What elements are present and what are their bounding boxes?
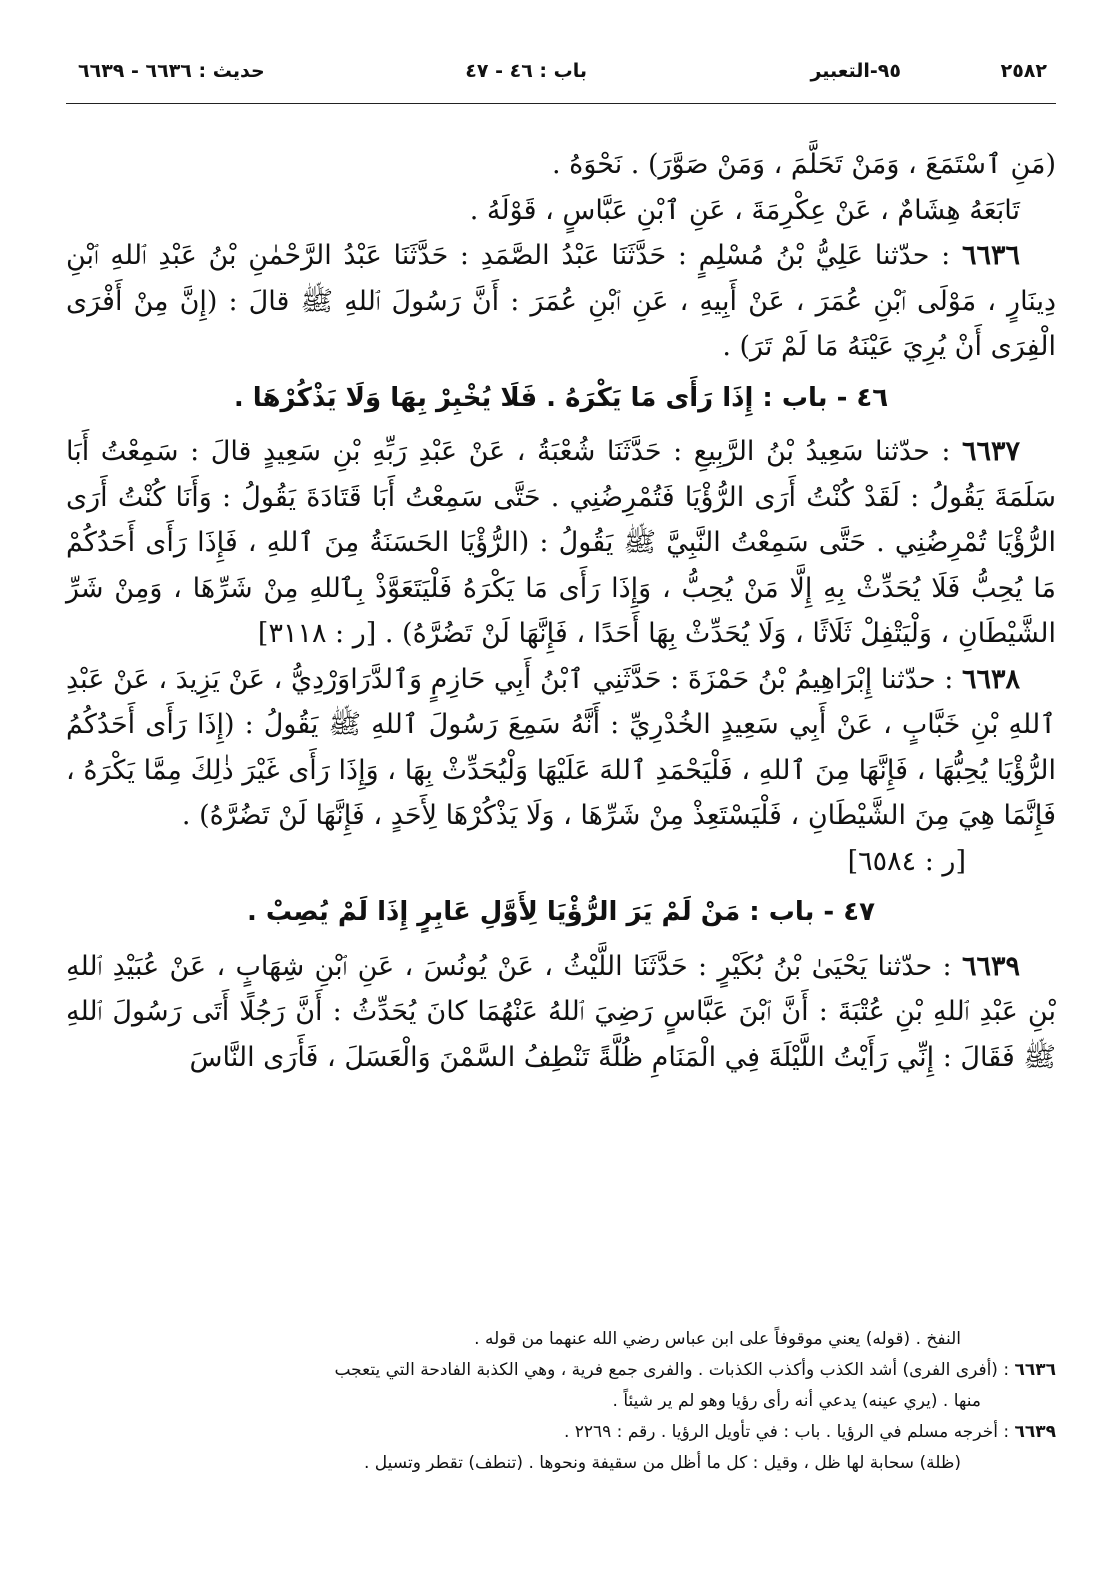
hadith-range: حديث : ٦٦٣٦ - ٦٦٣٩	[78, 60, 265, 82]
paragraph: (مَنِ ٱسْتَمَعَ ، وَمَنْ تَحَلَّمَ ، وَمَنْ صَوَّرَ) . نَحْوَهُ .	[552, 149, 1056, 180]
footnote: منها . (يري عينه) يدعي أنه رأى رؤيا وهو لم ير شيئاً .	[612, 1391, 981, 1411]
hadith-number: ٦٦٣٨	[961, 663, 1020, 695]
footnote	[66, 1417, 1056, 1448]
hadith-text: : حدّثنا يَحْيَىٰ بْنُ بُكَيْرٍ : حَدَّثَنَا اللَّيْثُ ، عَنْ يُونُسَ ، عَنِ ٱبْنِ شِهَابٍ ، عَنْ عُبَيْدِ ٱللهِ بْنِ عَبْدِ ٱللهِ بْنِ عُتْبَةَ : أَنَّ ٱبْنَ عَبَّاسٍ رَضِيَ ٱللهُ عَنْهُمَا كانَ يُحَدِّثُ : أَنَّ رَجُلًا أَتَى رَسُولَ ٱللهِ ﷺ فَقَالَ : إِنِّي رَأَيْتُ اللَّيْلَةَ فِي الْمَنَامِ ظُلَّةً تَنْطِفُ السَّمْنَ وَالْعَسَلَ ، فَأَرَى النَّاسَ	[66, 950, 1056, 1073]
hadith-6638	[66, 657, 1056, 839]
running-header	[68, 54, 1051, 94]
book-title: ٩٥-التعبير	[810, 60, 901, 82]
hadith-number: ٦٦٣٩	[961, 950, 1020, 982]
cross-reference: [ر : ٦٥٨٤]	[847, 845, 966, 877]
page-number: ٢٥٨٢	[1000, 60, 1047, 82]
hadith-text: : حدّثنا عَلِيُّ بْنُ مُسْلِمٍ : حَدَّثَنَا عَبْدُ الصَّمَدِ : حَدَّثَنَا عَبْدُ الرَّحْمٰنِ بْنُ عَبْدِ ٱللهِ ٱبْنِ دِينَارٍ ، مَوْلَى ٱبْنِ عُمَرَ ، عَنْ أَبِيهِ ، عَنِ ٱبْنِ عُمَرَ : أَنَّ رَسُولَ ٱللهِ ﷺ قالَ : (إِنَّ مِنْ أَفْرَى الْفِرَى أَنْ يُرِيَ عَيْنَهُ مَا لَمْ تَرَ) .	[66, 240, 1056, 362]
main-text	[66, 142, 1056, 1080]
hadith-6639	[66, 944, 1056, 1081]
header-divider	[66, 103, 1056, 104]
hadith-6637	[66, 429, 1056, 657]
chapter-heading-47: ٤٧ - باب : مَنْ لَمْ يَرَ الرُّؤْيَا لِأَوَّلِ عَابِرٍ إِذَا لَمْ يُصِبْ .	[246, 897, 876, 927]
chapter-heading-46: ٤٦ - باب : إِذَا رَأَى مَا يَكْرَهُ . فَلَا يُخْبِرْ بِهَا وَلَا يَذْكُرْهَا .	[233, 382, 889, 413]
paragraph: تَابَعَهُ هِشَامٌ ، عَنْ عِكْرِمَةَ ، عَنِ ٱبْنِ عَبَّاسٍ ، قَوْلَهُ .	[469, 194, 1020, 226]
hadith-text: : حدّثنا سَعِيدُ بْنُ الرَّبِيعِ : حَدَّثَنَا شُعْبَةُ ، عَنْ عَبْدِ رَبِّهِ بْنِ سَعِيدٍ قالَ : سَمِعْتُ أَبَا سَلَمَةَ يَقُولُ : لَقَدْ كُنْتُ أَرَى الرُّؤْيَا فَتُمْرِضُنِي . حَتَّى سَمِعْتُ أَبَا قَتَادَةَ يَقُولُ : وَأَنَا كُنْتُ أَرَى الرُّؤْيَا تُمْرِضُنِي . حَتَّى سَمِعْتُ النَّبِيَّ ﷺ يَقُولُ : (الرُّؤْيَا الحَسَنَةُ مِنَ ٱللهِ ، فَإِذَا رَأَى أَحَدُكُمْ مَا يُحِبُّ فَلَا يُحَدِّثْ بِهِ إِلَّا مَنْ يُحِبُّ ، وَإِذَا رَأَى مَا يَكْرَهُ فَلْيَتَعَوَّذْ بِٱللهِ مِنْ شَرِّهَا ، وَمِنْ شَرِّ الشَّيْطَانِ ، وَلْيَتْفِلْ ثَلَاثًا ، وَلَا يُحَدِّثْ بِهَا أَحَدًا ، فَإِنَّهَا لَنْ تَضُرَّهُ) . [ر : ٣١١٨]	[66, 436, 1056, 649]
footnote	[66, 1355, 1056, 1386]
hadith-number: ٦٦٣٦	[961, 240, 1020, 271]
footnote: النفخ . (قوله) يعني موقوفاً على ابن عباس رضي الله عنهما من قوله .	[474, 1329, 961, 1349]
hadith-number: ٦٦٣٧	[961, 436, 1020, 467]
hadith-text: : حدّثنا إِبْرَاهِيمُ بْنُ حَمْزَةَ : حَدَّثَنِي ٱبْنُ أَبِي حَازِمٍ وَٱلدَّرَاوَرْدِيُّ ، عَنْ يَزِيدَ ، عَنْ عَبْدِ ٱللهِ بْنِ خَبَّابٍ ، عَنْ أَبِي سَعِيدٍ الخُدْرِيِّ : أَنَّهُ سَمِعَ رَسُولَ ٱللهِ ﷺ يَقُولُ : (إِذَا رَأَى أَحَدُكُمُ الرُّؤْيَا يُحِبُّهَا ، فَإِنَّهَا مِنَ ٱللهِ ، فَلْيَحْمَدِ ٱللهَ عَلَيْهَا وَلْيُحَدِّثْ بِهَا ، وَإِذَا رَأَى غَيْرَ ذٰلِكَ مِمَّا يَكْرَهُ ، فَإِنَّمَا هِيَ مِنَ الشَّيْطَانِ ، فَلْيَسْتَعِذْ مِنْ شَرِّهَا ، وَلَا يَذْكُرْهَا لِأَحَدٍ ، فَإِنَّهَا لَنْ تَضُرَّهُ) .	[66, 663, 1056, 831]
footnote-number: ٦٦٣٩	[1014, 1422, 1056, 1442]
footnote-number: ٦٦٣٦	[1014, 1360, 1056, 1380]
footnote-text: : أخرجه مسلم في الرؤيا . باب : في تأويل الرؤيا . رقم : ٢٢٦٩ .	[563, 1422, 1010, 1442]
hadith-6636	[66, 233, 1056, 370]
footnotes	[66, 1324, 1056, 1479]
footnote-text: : (أفرى الفرى) أشد الكذب وأكذب الكذبات . والفرى جمع فرية ، وهي الكذبة الفادحة التي يتعجب	[334, 1360, 1010, 1380]
bab-range: باب : ٤٦ - ٤٧	[465, 60, 587, 82]
footnote: (ظلة) سحابة لها ظل ، وقيل : كل ما أظل من سقيفة ونحوها . (تنطف) تقطر وتسيل .	[363, 1453, 961, 1473]
